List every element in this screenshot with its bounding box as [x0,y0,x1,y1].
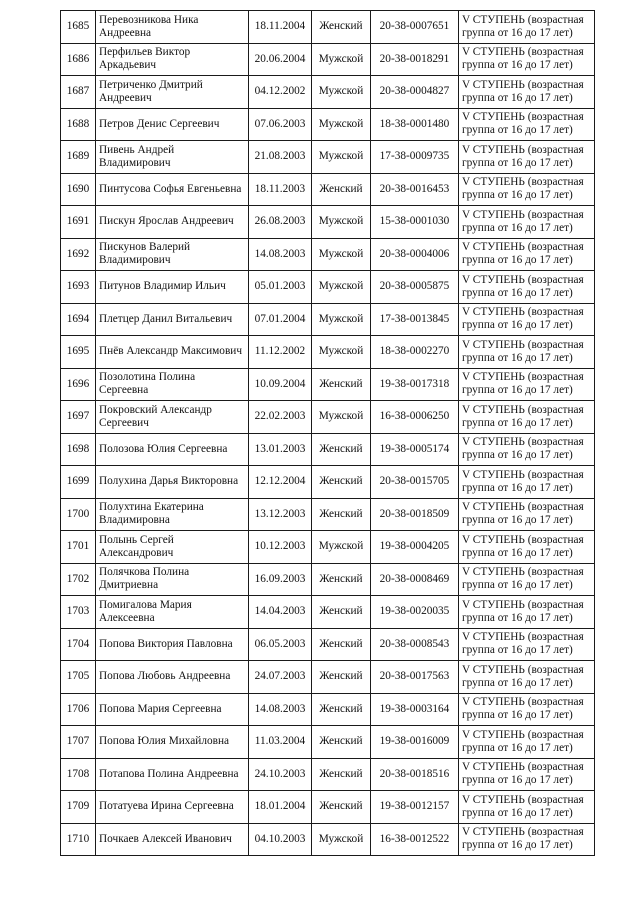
table-row [61,498,595,531]
gender-cell: Женский [312,693,371,726]
birth-date-cell: 20.06.2004 [249,43,312,76]
age-level-cell: V СТУПЕНЬ (возрастная группа от 16 до 17 лет) [459,661,595,694]
gender-cell: Мужской [312,336,371,369]
table-row [61,368,595,401]
row-number-cell: 1687 [61,76,96,109]
participant-name-cell: Помигалова Мария Алексеевна [96,596,249,629]
birth-date-cell: 18.11.2003 [249,173,312,206]
row-number-cell: 1704 [61,628,96,661]
uin-cell: 19-38-0004205 [371,531,459,564]
table-row [61,76,595,109]
table-row [61,758,595,791]
participant-name-cell: Петриченко Дмитрий Андреевич [96,76,249,109]
gender-cell: Мужской [312,303,371,336]
participant-name-cell: Попова Юлия Михайловна [96,726,249,759]
participant-name-cell: Пивень Андрей Владимирович [96,141,249,174]
birth-date-cell: 04.12.2002 [249,76,312,109]
birth-date-cell: 21.08.2003 [249,141,312,174]
row-number-cell: 1692 [61,238,96,271]
row-number-cell: 1695 [61,336,96,369]
age-level-cell: V СТУПЕНЬ (возрастная группа от 16 до 17 лет) [459,628,595,661]
row-number-cell: 1707 [61,726,96,759]
gender-cell: Женский [312,628,371,661]
age-level-cell: V СТУПЕНЬ (возрастная группа от 16 до 17 лет) [459,563,595,596]
row-number-cell: 1696 [61,368,96,401]
age-level-cell: V СТУПЕНЬ (возрастная группа от 16 до 17 лет) [459,433,595,466]
gender-cell: Мужской [312,823,371,856]
participant-name-cell: Петров Денис Сергеевич [96,108,249,141]
participant-name-cell: Позолотина Полина Сергеевна [96,368,249,401]
age-level-cell: V СТУПЕНЬ (возрастная группа от 16 до 17 лет) [459,76,595,109]
gender-cell: Женский [312,466,371,499]
gender-cell: Мужской [312,76,371,109]
row-number-cell: 1703 [61,596,96,629]
birth-date-cell: 13.01.2003 [249,433,312,466]
age-level-cell: V СТУПЕНЬ (возрастная группа от 16 до 17 лет) [459,401,595,434]
participant-name-cell: Попова Любовь Андреевна [96,661,249,694]
age-level-cell: V СТУПЕНЬ (возрастная группа от 16 до 17 лет) [459,596,595,629]
gender-cell: Женский [312,726,371,759]
table-row [61,433,595,466]
gender-cell: Женский [312,563,371,596]
row-number-cell: 1688 [61,108,96,141]
uin-cell: 20-38-0008543 [371,628,459,661]
row-number-cell: 1697 [61,401,96,434]
uin-cell: 18-38-0002270 [371,336,459,369]
gender-cell: Женский [312,661,371,694]
participant-name-cell: Перевозникова Ника Андреевна [96,11,249,44]
uin-cell: 20-38-0018291 [371,43,459,76]
birth-date-cell: 13.12.2003 [249,498,312,531]
age-level-cell: V СТУПЕНЬ (возрастная группа от 16 до 17 лет) [459,823,595,856]
table-row [61,693,595,726]
row-number-cell: 1685 [61,11,96,44]
gender-cell: Мужской [312,401,371,434]
age-level-cell: V СТУПЕНЬ (возрастная группа от 16 до 17 лет) [459,466,595,499]
age-level-cell: V СТУПЕНЬ (возрастная группа от 16 до 17 лет) [459,11,595,44]
table-row [61,336,595,369]
age-level-cell: V СТУПЕНЬ (возрастная группа от 16 до 17 лет) [459,173,595,206]
age-level-cell: V СТУПЕНЬ (возрастная группа от 16 до 17 лет) [459,368,595,401]
birth-date-cell: 12.12.2004 [249,466,312,499]
uin-cell: 16-38-0006250 [371,401,459,434]
row-number-cell: 1706 [61,693,96,726]
participant-name-cell: Полячкова Полина Дмитриевна [96,563,249,596]
age-level-cell: V СТУПЕНЬ (возрастная группа от 16 до 17 лет) [459,531,595,564]
uin-cell: 20-38-0007651 [371,11,459,44]
row-number-cell: 1691 [61,206,96,239]
gender-cell: Мужской [312,531,371,564]
birth-date-cell: 14.04.2003 [249,596,312,629]
age-level-cell: V СТУПЕНЬ (возрастная группа от 16 до 17 лет) [459,303,595,336]
table-row [61,531,595,564]
table-row [61,661,595,694]
birth-date-cell: 14.08.2003 [249,238,312,271]
row-number-cell: 1690 [61,173,96,206]
age-level-cell: V СТУПЕНЬ (возрастная группа от 16 до 17 лет) [459,758,595,791]
gender-cell: Женский [312,11,371,44]
birth-date-cell: 24.07.2003 [249,661,312,694]
table-row [61,43,595,76]
table-row [61,791,595,824]
row-number-cell: 1686 [61,43,96,76]
row-number-cell: 1693 [61,271,96,304]
table-row [61,628,595,661]
uin-cell: 16-38-0012522 [371,823,459,856]
gender-cell: Мужской [312,271,371,304]
participant-name-cell: Полухина Дарья Викторовна [96,466,249,499]
participant-name-cell: Полынь Сергей Александрович [96,531,249,564]
gender-cell: Мужской [312,141,371,174]
age-level-cell: V СТУПЕНЬ (возрастная группа от 16 до 17 лет) [459,238,595,271]
birth-date-cell: 26.08.2003 [249,206,312,239]
uin-cell: 19-38-0020035 [371,596,459,629]
uin-cell: 18-38-0001480 [371,108,459,141]
participant-name-cell: Пискун Ярослав Андреевич [96,206,249,239]
participant-name-cell: Покровский Александр Сергеевич [96,401,249,434]
participant-name-cell: Пнёв Александр Максимович [96,336,249,369]
uin-cell: 20-38-0008469 [371,563,459,596]
table-row [61,271,595,304]
age-level-cell: V СТУПЕНЬ (возрастная группа от 16 до 17 лет) [459,206,595,239]
birth-date-cell: 10.12.2003 [249,531,312,564]
uin-cell: 20-38-0005875 [371,271,459,304]
birth-date-cell: 24.10.2003 [249,758,312,791]
participant-name-cell: Пискунов Валерий Владимирович [96,238,249,271]
birth-date-cell: 18.11.2004 [249,11,312,44]
participant-name-cell: Почкаев Алексей Иванович [96,823,249,856]
participant-name-cell: Питунов Владимир Ильич [96,271,249,304]
table-row [61,726,595,759]
table-row [61,206,595,239]
birth-date-cell: 22.02.2003 [249,401,312,434]
gender-cell: Женский [312,173,371,206]
gender-cell: Женский [312,433,371,466]
uin-cell: 15-38-0001030 [371,206,459,239]
table-row [61,11,595,44]
uin-cell: 20-38-0015705 [371,466,459,499]
birth-date-cell: 18.01.2004 [249,791,312,824]
uin-cell: 20-38-0018509 [371,498,459,531]
table-row [61,401,595,434]
participant-name-cell: Попова Виктория Павловна [96,628,249,661]
row-number-cell: 1705 [61,661,96,694]
age-level-cell: V СТУПЕНЬ (возрастная группа от 16 до 17 лет) [459,498,595,531]
table-row [61,303,595,336]
uin-cell: 20-38-0004827 [371,76,459,109]
birth-date-cell: 04.10.2003 [249,823,312,856]
age-level-cell: V СТУПЕНЬ (возрастная группа от 16 до 17 лет) [459,791,595,824]
participant-name-cell: Потатуева Ирина Сергеевна [96,791,249,824]
uin-cell: 20-38-0017563 [371,661,459,694]
uin-cell: 17-38-0009735 [371,141,459,174]
row-number-cell: 1698 [61,433,96,466]
uin-cell: 19-38-0005174 [371,433,459,466]
table-row [61,466,595,499]
uin-cell: 20-38-0018516 [371,758,459,791]
gender-cell: Женский [312,498,371,531]
birth-date-cell: 11.03.2004 [249,726,312,759]
uin-cell: 20-38-0016453 [371,173,459,206]
age-level-cell: V СТУПЕНЬ (возрастная группа от 16 до 17 лет) [459,271,595,304]
uin-cell: 19-38-0003164 [371,693,459,726]
participant-name-cell: Полозова Юлия Сергеевна [96,433,249,466]
participant-name-cell: Плетцер Данил Витальевич [96,303,249,336]
table-row [61,173,595,206]
birth-date-cell: 14.08.2003 [249,693,312,726]
row-number-cell: 1708 [61,758,96,791]
gender-cell: Мужской [312,108,371,141]
table-row [61,108,595,141]
uin-cell: 19-38-0016009 [371,726,459,759]
participant-name-cell: Попова Мария Сергеевна [96,693,249,726]
birth-date-cell: 07.01.2004 [249,303,312,336]
row-number-cell: 1702 [61,563,96,596]
row-number-cell: 1701 [61,531,96,564]
row-number-cell: 1700 [61,498,96,531]
birth-date-cell: 10.09.2004 [249,368,312,401]
uin-cell: 20-38-0004006 [371,238,459,271]
row-number-cell: 1709 [61,791,96,824]
row-number-cell: 1710 [61,823,96,856]
participant-name-cell: Полухтина Екатерина Владимировна [96,498,249,531]
birth-date-cell: 07.06.2003 [249,108,312,141]
table-row [61,596,595,629]
birth-date-cell: 16.09.2003 [249,563,312,596]
row-number-cell: 1694 [61,303,96,336]
gender-cell: Женский [312,368,371,401]
table-row [61,823,595,856]
birth-date-cell: 05.01.2003 [249,271,312,304]
participants-table [60,10,595,856]
table-row [61,238,595,271]
gender-cell: Мужской [312,238,371,271]
table-row [61,141,595,174]
age-level-cell: V СТУПЕНЬ (возрастная группа от 16 до 17 лет) [459,141,595,174]
age-level-cell: V СТУПЕНЬ (возрастная группа от 16 до 17 лет) [459,336,595,369]
age-level-cell: V СТУПЕНЬ (возрастная группа от 16 до 17 лет) [459,43,595,76]
uin-cell: 19-38-0012157 [371,791,459,824]
gender-cell: Женский [312,596,371,629]
birth-date-cell: 11.12.2002 [249,336,312,369]
participant-name-cell: Потапова Полина Андреевна [96,758,249,791]
age-level-cell: V СТУПЕНЬ (возрастная группа от 16 до 17 лет) [459,726,595,759]
gender-cell: Мужской [312,206,371,239]
uin-cell: 17-38-0013845 [371,303,459,336]
gender-cell: Женский [312,758,371,791]
gender-cell: Женский [312,791,371,824]
age-level-cell: V СТУПЕНЬ (возрастная группа от 16 до 17 лет) [459,108,595,141]
age-level-cell: V СТУПЕНЬ (возрастная группа от 16 до 17 лет) [459,693,595,726]
gender-cell: Мужской [312,43,371,76]
participant-name-cell: Перфильев Виктор Аркадьевич [96,43,249,76]
row-number-cell: 1699 [61,466,96,499]
participant-name-cell: Пинтусова Софья Евгеньевна [96,173,249,206]
table-row [61,563,595,596]
birth-date-cell: 06.05.2003 [249,628,312,661]
participants-table-body [61,11,595,856]
row-number-cell: 1689 [61,141,96,174]
uin-cell: 19-38-0017318 [371,368,459,401]
